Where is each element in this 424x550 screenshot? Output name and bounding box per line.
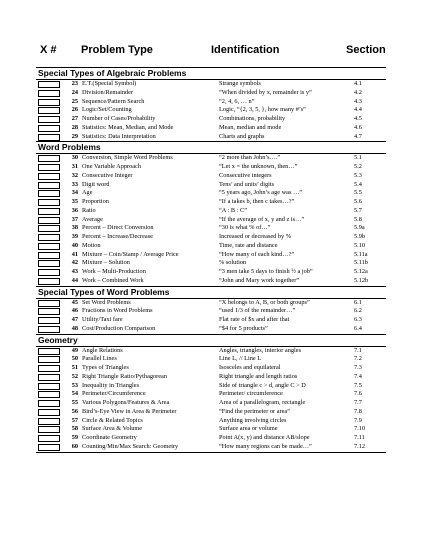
checkbox[interactable] — [38, 435, 60, 442]
problem-type: Sequence/Pattern Search — [82, 97, 145, 105]
section-number: 5.5 — [354, 189, 362, 197]
section-number: 5.12b — [354, 276, 369, 284]
identification: % solution — [219, 259, 247, 267]
identification: Flat rate of $x and after that — [219, 316, 290, 323]
problem-type: Number of Cases/Probability — [82, 115, 156, 122]
section-heading: Special Types of Word Problems — [36, 286, 386, 299]
section-number: 7.5 — [354, 381, 362, 389]
row-number: 49 — [71, 346, 78, 354]
row-number: 44 — [71, 276, 78, 284]
checkbox[interactable] — [38, 365, 60, 372]
checkbox[interactable] — [38, 260, 60, 267]
section-heading: Special Types of Algebraic Problems — [36, 68, 386, 80]
section-number: 4.2 — [354, 88, 362, 96]
identification: “30 is what % of…” — [219, 224, 271, 232]
problem-type: Statistics: Data Interpretation — [82, 132, 156, 140]
row-number: 35 — [71, 198, 78, 205]
row-number: 34 — [71, 189, 78, 197]
checkbox[interactable] — [38, 308, 60, 315]
section-number: 7.8 — [354, 407, 362, 415]
row-number: 37 — [71, 215, 78, 223]
row-number: 50 — [71, 355, 78, 363]
identification: “2, 4, 6, … n” — [219, 97, 255, 105]
table-row — [36, 216, 386, 225]
identification: “Find the perimeter or area” — [219, 407, 290, 415]
table-row — [36, 124, 386, 133]
table-row — [36, 89, 386, 98]
checkbox[interactable] — [38, 81, 60, 88]
row-number: 32 — [71, 171, 78, 179]
problem-type-table — [36, 67, 386, 453]
identification: Mean, median and mode — [219, 123, 282, 131]
problem-type: Percent – Increase/Decrease — [82, 233, 153, 240]
header-x-number: X # — [40, 44, 57, 56]
row-number: 41 — [71, 250, 78, 258]
problem-type: Work – Combined Work — [82, 276, 144, 284]
identification: “John and Mary work together” — [219, 276, 300, 284]
table-row — [36, 106, 386, 115]
checkbox[interactable] — [38, 269, 60, 276]
table-header — [0, 44, 424, 58]
section-number: 5.1 — [354, 154, 362, 162]
checkbox[interactable] — [38, 99, 60, 106]
row-number: 28 — [71, 123, 78, 131]
identification: “When divided by x, remainder is y” — [219, 88, 312, 96]
identification: “X belongs to A, B, or both groups” — [219, 298, 310, 306]
problem-type: Ratio — [82, 206, 96, 214]
checkbox[interactable] — [38, 208, 60, 215]
table-row — [36, 417, 386, 426]
checkbox[interactable] — [38, 356, 60, 363]
section-heading: Word Problems — [36, 141, 386, 154]
table-row — [36, 133, 386, 142]
problem-type: Bird’s-Eye View in Area & Perimeter — [82, 407, 177, 415]
row-number: 46 — [71, 307, 78, 315]
row-number: 55 — [71, 399, 78, 406]
section-number: 7.11 — [354, 434, 365, 441]
problem-type: Motion — [82, 241, 101, 249]
row-number: 23 — [71, 80, 78, 87]
checkbox[interactable] — [38, 125, 60, 132]
checkbox[interactable] — [38, 190, 60, 197]
table-row — [36, 259, 386, 268]
checkbox[interactable] — [38, 134, 60, 141]
section-number: 4.5 — [354, 115, 362, 122]
identification: “A : B : C” — [219, 206, 247, 214]
section-number: 5.6 — [354, 198, 362, 205]
problem-type: Perimeter/Circumference — [82, 390, 146, 398]
section-number: 5.10 — [354, 241, 366, 249]
identification: “3 men take 5 days to finish ½ a job” — [219, 268, 313, 275]
row-number: 38 — [71, 224, 78, 232]
checkbox[interactable] — [38, 374, 60, 381]
section-number: 4.7 — [354, 132, 362, 140]
checkbox[interactable] — [38, 173, 60, 180]
row-number: 29 — [71, 132, 78, 140]
identification: Perimeter/ circumference — [219, 390, 283, 398]
problem-type: Digit word — [82, 180, 110, 188]
table-row — [36, 325, 386, 334]
row-number: 59 — [71, 434, 78, 441]
section-number: 7.3 — [354, 364, 362, 371]
table-row — [36, 224, 386, 233]
identification: Tens’ and units’ digits — [219, 180, 275, 188]
row-number: 60 — [71, 442, 78, 450]
section-number: 7.2 — [354, 355, 362, 363]
checkbox[interactable] — [38, 317, 60, 324]
identification: “How many of each kind…?” — [219, 250, 295, 258]
problem-type: Mixture – Solution — [82, 259, 130, 267]
section-number: 6.3 — [354, 316, 362, 323]
row-number: 51 — [71, 364, 78, 371]
identification: Time, rate and distance — [219, 241, 278, 249]
section-number: 4.1 — [354, 80, 362, 87]
table-row — [36, 364, 386, 373]
checkbox[interactable] — [38, 164, 60, 171]
section-number: 7.6 — [354, 390, 362, 398]
identification: Logic, “{2, 3, 5, }, how many #’s” — [219, 106, 306, 114]
section-number: 5.12a — [354, 268, 368, 275]
section-number: 5.7 — [354, 206, 362, 214]
checkbox[interactable] — [38, 155, 60, 162]
row-number: 31 — [71, 163, 78, 170]
problem-type: Counting/Min/Max Search: Geometry — [82, 442, 179, 450]
identification: Right triangle and length ratios — [219, 372, 298, 380]
checkbox[interactable] — [38, 243, 60, 250]
identification: “2 more than John’s….” — [219, 154, 281, 162]
identification: “If a takes b, then c takes…?” — [219, 198, 295, 205]
section-number: 5.2 — [354, 163, 362, 170]
section-number: 6.1 — [354, 298, 362, 306]
section-number: 4.4 — [354, 106, 362, 114]
problem-type: Right Triangle Ratio/Pythagorean — [82, 372, 168, 380]
identification: Combinations, probability — [219, 115, 286, 122]
row-number: 33 — [71, 180, 78, 188]
row-number: 40 — [71, 241, 78, 249]
row-number: 25 — [71, 97, 78, 105]
checkbox[interactable] — [38, 199, 60, 206]
checkbox[interactable] — [38, 278, 60, 285]
table-row — [36, 434, 386, 443]
header-problem-type: Problem Type — [81, 44, 153, 56]
problem-type: Conversion, Simple Word Problems — [82, 154, 173, 162]
section-number: 7.12 — [354, 442, 366, 450]
checkbox[interactable] — [38, 182, 60, 189]
row-number: 42 — [71, 259, 78, 267]
table-row — [36, 154, 386, 163]
row-number: 39 — [71, 233, 78, 240]
problem-type: Mixture – Coin/Stamp / Average Price — [82, 250, 179, 258]
row-number: 48 — [71, 324, 78, 332]
header-identification: Identification — [211, 44, 280, 56]
section-number: 5.9a — [354, 224, 365, 232]
section-number: 5.3 — [354, 171, 362, 179]
checkbox[interactable] — [38, 326, 60, 333]
checkbox[interactable] — [38, 217, 60, 224]
table-row — [36, 399, 386, 408]
identification: Surface area or volume — [219, 425, 278, 433]
problem-type: Consecutive Integer — [82, 171, 133, 179]
row-number: 52 — [71, 372, 78, 380]
identification: Side of triangle c > d, angle C > D — [219, 381, 306, 389]
table-row — [36, 251, 386, 260]
row-number: 26 — [71, 106, 78, 114]
section-number: 7.4 — [354, 372, 362, 380]
table-row — [36, 355, 386, 364]
identification: Strange symbols — [219, 80, 261, 87]
table-row — [36, 316, 386, 325]
row-number: 54 — [71, 390, 78, 398]
section-number: 4.3 — [354, 97, 362, 105]
problem-type: Work – Multi-Production — [82, 268, 146, 275]
checkbox[interactable] — [38, 252, 60, 259]
table-row — [36, 299, 386, 308]
table-row — [36, 382, 386, 391]
row-number: 47 — [71, 316, 78, 323]
checkbox[interactable] — [38, 444, 60, 451]
problem-type: Division/Remainder — [82, 88, 134, 96]
problem-type: Utility/Taxi fare — [82, 316, 123, 323]
table-row — [36, 390, 386, 399]
table-row — [36, 189, 386, 198]
table-row — [36, 233, 386, 242]
identification: Anything involving circles — [219, 416, 287, 424]
section-number: 5.11a — [354, 250, 368, 258]
problem-type: Logic/Set/Counting — [82, 106, 132, 114]
section-number: 5.11b — [354, 259, 368, 267]
identification: “used 1/3 of the remainder…” — [219, 307, 296, 315]
table-row — [36, 268, 386, 277]
problem-type: E.T.(Special Symbol) — [82, 80, 137, 87]
checkbox[interactable] — [38, 225, 60, 232]
problem-type: Circle & Related Topics — [82, 416, 143, 424]
identification: Isosceles and equilateral — [219, 364, 281, 371]
identification: Point A(x, y) and distance AB/slope — [219, 434, 310, 441]
problem-type: Percent – Direct Conversion — [82, 224, 154, 232]
problem-type: Types of Triangles — [82, 364, 129, 371]
table-row — [36, 443, 386, 452]
identification: “5 years ago, John’s age was …” — [219, 189, 303, 197]
row-number: 24 — [71, 88, 78, 96]
table-row — [36, 347, 386, 356]
problem-type: Parallel Lines — [82, 355, 117, 363]
row-number: 36 — [71, 206, 78, 214]
problem-type: Various Polygons/Features & Area — [82, 399, 170, 406]
table-row — [36, 80, 386, 89]
section-number: 7.1 — [354, 346, 362, 354]
checkbox[interactable] — [38, 234, 60, 241]
checkbox[interactable] — [38, 400, 60, 407]
checkbox[interactable] — [38, 426, 60, 433]
header-section: Section — [346, 44, 386, 56]
identification: Line L, // Line L — [219, 355, 262, 363]
checkbox[interactable] — [38, 418, 60, 425]
identification: Consecutive integers — [219, 171, 272, 179]
row-number: 53 — [71, 381, 78, 389]
identification: “If the average of x, y and z is…” — [219, 215, 305, 223]
section-number: 7.10 — [354, 425, 366, 433]
row-number: 30 — [71, 154, 78, 162]
identification: Angles, triangles, interior angles — [219, 346, 302, 354]
section-number: 5.8 — [354, 215, 362, 223]
section-number: 5.9b — [354, 233, 366, 240]
table-row — [36, 307, 386, 316]
identification: “$4 for 5 products” — [219, 324, 268, 332]
table-row — [36, 172, 386, 181]
problem-type: Surface Area & Volume — [82, 425, 143, 433]
table-row — [36, 242, 386, 251]
section-number: 7.7 — [354, 399, 362, 406]
checkbox[interactable] — [38, 116, 60, 123]
checkbox[interactable] — [38, 391, 60, 398]
identification: Increased or decreased by % — [219, 233, 292, 240]
identification: Charts and graphs — [219, 132, 265, 140]
identification: “Let x = the unknown, then…” — [219, 163, 298, 170]
table-row — [36, 198, 386, 207]
section-number: 5.4 — [354, 180, 362, 188]
problem-type: Statistics: Mean, Median, and Mode — [82, 123, 174, 131]
section-number: 6.4 — [354, 324, 362, 332]
checkbox[interactable] — [38, 409, 60, 416]
problem-type: Fractions in Word Problems — [82, 307, 153, 315]
row-number: 45 — [71, 298, 78, 306]
problem-type: Angle Relations — [82, 346, 123, 354]
problem-type: Coordinate Geometry — [82, 434, 137, 441]
table-row — [36, 408, 386, 417]
checkbox[interactable] — [38, 300, 60, 307]
table-row — [36, 163, 386, 172]
problem-type: Proportion — [82, 198, 109, 205]
section-number: 7.9 — [354, 416, 362, 424]
problem-type: One Variable Approach — [82, 163, 141, 170]
row-number: 27 — [71, 115, 78, 122]
checkbox[interactable] — [38, 348, 60, 355]
table-row — [36, 425, 386, 434]
row-number: 57 — [71, 416, 78, 424]
table-row — [36, 181, 386, 190]
problem-type: Average — [82, 215, 103, 223]
problem-type: Set Word Problems — [82, 298, 131, 306]
table-row — [36, 207, 386, 216]
identification: “How many regions can be made…” — [219, 442, 312, 450]
checkbox[interactable] — [38, 383, 60, 390]
checkbox[interactable] — [38, 90, 60, 97]
row-number: 56 — [71, 407, 78, 415]
problem-type: Age — [82, 189, 93, 197]
row-number: 43 — [71, 268, 78, 275]
table-row — [36, 373, 386, 382]
table-row — [36, 277, 386, 286]
section-number: 4.6 — [354, 123, 362, 131]
checkbox[interactable] — [38, 107, 60, 114]
problem-type: Cost/Production Comparison — [82, 324, 156, 332]
problem-type: Inequality in Triangles — [82, 381, 140, 389]
identification: Area of a parallelogram, rectangle — [219, 399, 306, 406]
table-row — [36, 115, 386, 124]
section-heading: Geometry — [36, 334, 386, 347]
row-number: 58 — [71, 425, 78, 433]
table-row — [36, 98, 386, 107]
section-number: 6.2 — [354, 307, 362, 315]
